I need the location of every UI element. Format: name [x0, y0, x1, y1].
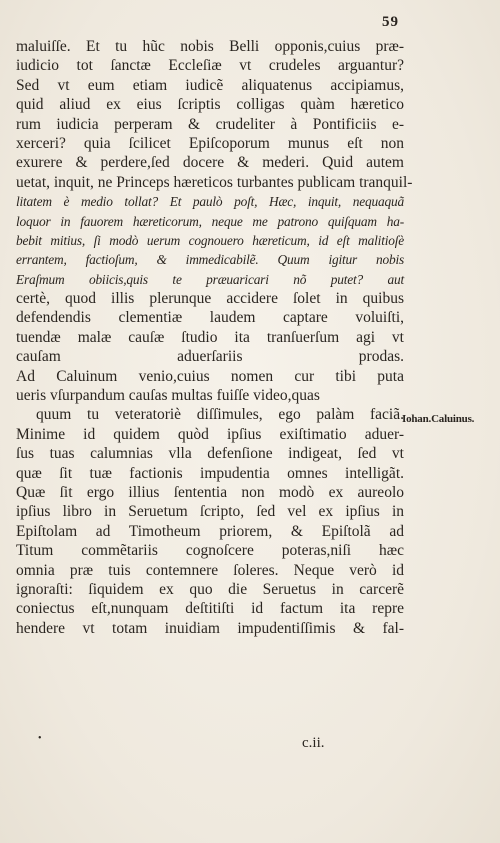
text-line-italic: bebit mitius, ſi modò uerum cognouero hæreticum, id eſt malitioſè: [16, 232, 404, 248]
text-line: ſus tuas calumnias vlla defenſione indigeat, ſed vt: [16, 445, 404, 463]
signature-mark: c.ii.: [302, 735, 325, 751]
text-line: Titum commẽtariis cognoſcere poteras,niſi hæc: [16, 542, 404, 560]
text-line: rum iudicia perperam & crudeliter à Pontificiis e-: [16, 115, 404, 133]
text-line: quid aliud ex eius ſcriptis colligas quàm hæretico: [16, 96, 404, 114]
text-line: omnia præ tuis contemnere ſoleres. Neque verò id: [16, 561, 404, 579]
text-line: Sed vt eum etiam iudicẽ aliquatenus accipiamus,: [16, 76, 404, 94]
text-line: exurere & perdere,ſed docere & mederi. Quid autem: [16, 154, 404, 172]
text-line: ipſius libro in Seruetum ſcripto, ſed vel ex ipſius in: [16, 503, 404, 521]
text-line-italic: loquor in fauorem hæreticorum, neque me patrono quiſquam ha-: [16, 213, 404, 229]
text-line: quum tu veteratoriè diſſimules, ego palàm faciã.: [36, 406, 404, 424]
text-line: maluiſſe. Et tu hũc nobis Belli opponis,cuius præ-: [16, 38, 404, 55]
text-line: defendendis clementiæ laudem captare voluiſti,: [16, 309, 404, 327]
text-line: ueris vſurpandum cauſas multas fuiſſe video,quas: [16, 387, 320, 405]
body-text: [16, 37, 413, 638]
text-line: iudicio tot ſanctæ Eccleſiæ vt crudeles arguantur?: [16, 57, 404, 75]
page-number: 59: [382, 14, 399, 30]
text-line: uetat, inquit, ne Princeps hæreticos turbantes publicam tranquil-: [16, 173, 413, 191]
text-line: quæ ſit tuæ factionis impudentia omnes intelligãt.: [16, 464, 404, 482]
text-line: Minime id quidem quòd ipſius exiſtimatio aduer-: [16, 425, 404, 443]
marginal-note: Iohan.Caluinus.: [402, 413, 475, 425]
text-line-italic: litatem è medio tollat? Et paulò poſt, Hæc, inquit, nequaquã: [16, 194, 404, 210]
text-line: hendere vt totam inuidiam impudentiſſimis & fal-: [16, 619, 404, 637]
text-line-italic: errantem, factioſum, & immedicabilẽ. Quum igitur nobis: [16, 252, 404, 268]
text-line: certè, quod illis plerunque accidere ſolet in quibus: [16, 290, 404, 308]
text-line: Epiſtolam ad Timotheum priorem, & Epiſtolã ad: [16, 522, 404, 540]
ink-mark: •: [38, 733, 42, 744]
text-line: xerceri? quia ſcilicet Epiſcoporum munus eſt non: [16, 134, 404, 152]
text-line: cauſam aduerſariis prodas.: [16, 348, 404, 366]
text-line: tuendæ malæ cauſæ ſtudio ita tranſuerſum agi vt: [16, 328, 404, 346]
text-line: Quæ ſit ergo illius ſententia non modò ex aureolo: [16, 483, 404, 501]
text-line: ignoraſti: ſiquidem ex quo die Seruetus in carcerẽ: [16, 580, 404, 598]
text-line-italic: Eraſmum obiicis,quis te præuaricari nõ putet? aut: [16, 271, 404, 287]
text-line: coniectus eſt,nunquam deſtitiſti id factum ita repre: [16, 600, 404, 618]
text-line: Ad Caluinum venio,cuius nomen cur tibi puta: [16, 367, 404, 385]
